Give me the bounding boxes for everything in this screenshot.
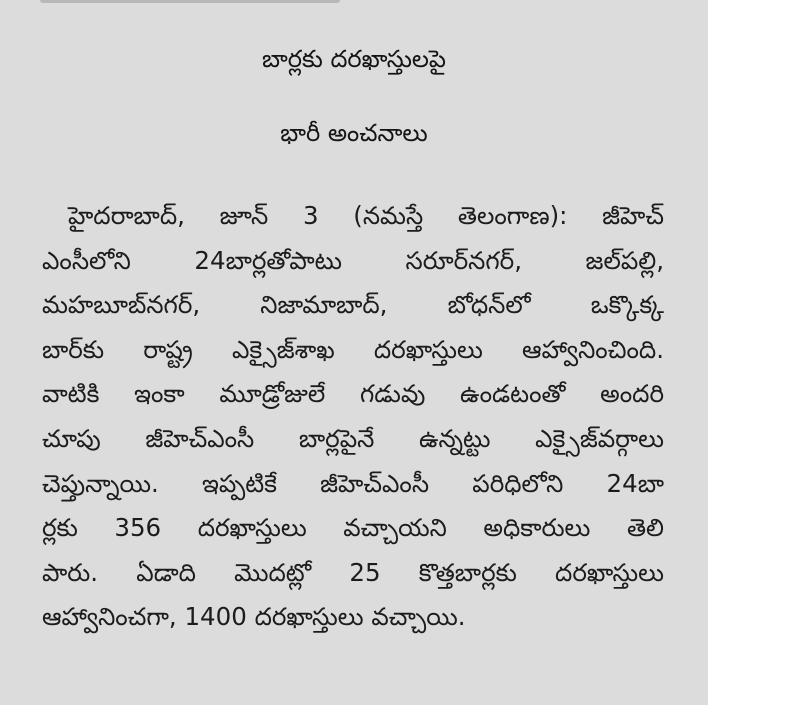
body-line: చెప్తున్నాయి. ఇప్పటికే జీహెచ్‌ఎంసీ పరిధిలోని 24బా bbox=[42, 468, 664, 498]
body-line: ర్లకు 356 దరఖాస్తులు వచ్చాయని అధికారులు తెలి bbox=[42, 513, 664, 543]
body-line: బార్‌కు రాష్ట్ర ఎక్సైజ్‌శాఖ దరఖాస్తులు ఆహ్వానించింది. bbox=[42, 334, 664, 364]
body-line: వాటికి ఇంకా మూడ్రోజులే గడువు ఉండటంతో అందరి bbox=[42, 379, 664, 409]
body-line: మహబూబ్‌నగర్, నిజామాబాద్, బోధన్‌లో ఒక్కొక్క bbox=[42, 290, 664, 320]
headline bbox=[0, 22, 708, 170]
headline-line-2: భారీ అంచనాలు bbox=[280, 119, 428, 147]
body-line: పారు. ఏడాది మొదట్లో 25 కొత్తబార్లకు దరఖాస్తులు bbox=[42, 557, 664, 587]
body-line-last: ఆహ్వానించగా, 1400 దరఖాస్తులు వచ్చాయి. bbox=[42, 602, 466, 632]
cropped-previous-line bbox=[40, 0, 340, 3]
article-body bbox=[42, 194, 664, 640]
body-line: ఎంసీలోని 24బార్లతోపాటు సరూర్‌నగర్, జల్‌పల్లి, bbox=[42, 245, 664, 275]
body-line: హైదరాబాద్, జూన్ 3 (నమస్తే తెలంగాణ): జీహెచ్ bbox=[68, 201, 664, 230]
body-line: చూపు జీహెచ్‌ఎంసీ బార్లపైనే ఉన్నట్టు ఎక్సైజ్‌వర్గాలు bbox=[42, 423, 664, 453]
headline-line-1: బార్లకు దరఖాస్తులపై bbox=[262, 45, 446, 73]
